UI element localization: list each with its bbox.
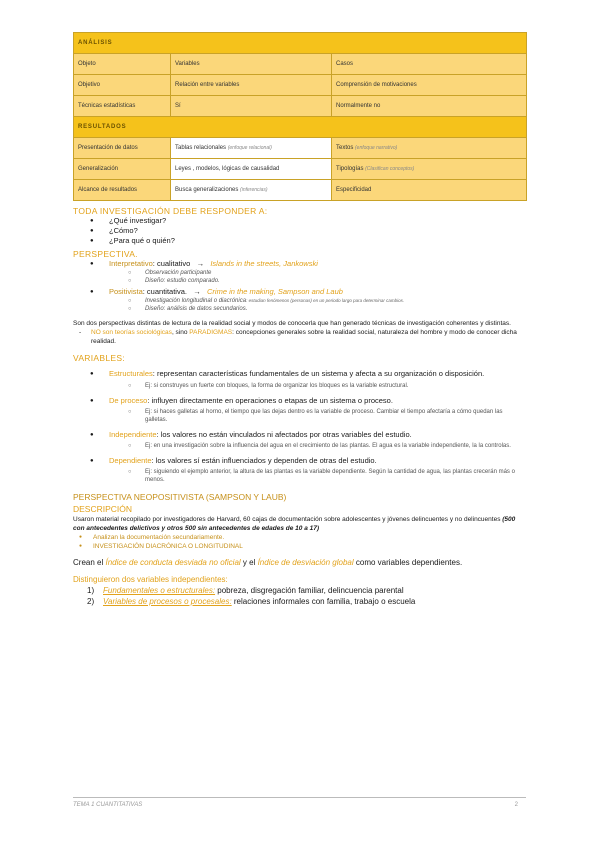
cell: Variables	[171, 54, 332, 75]
perspectiva-list	[73, 259, 526, 313]
list-item: 1) Fundamentales o estructurales: pobreza, disgregación familiar, delincuencia parental	[87, 586, 404, 595]
distinguieron-heading: Distinguieron dos variables independientes:	[73, 575, 228, 584]
list-item: ● Estructurales: representan características fundamentales de un sistema y afecta a su organización o disposición.	[73, 369, 526, 379]
page-footer	[73, 797, 526, 808]
neo-bullets	[73, 533, 526, 551]
todo-list	[73, 216, 526, 246]
list-item: ○ Observación participante	[73, 269, 526, 277]
list-item: ● De proceso: influyen directamente en operaciones o etapas de un sistema o proceso.	[73, 396, 526, 406]
arrow-icon: →	[196, 259, 205, 268]
variables-heading: VARIABLES:	[73, 353, 125, 363]
todo-heading: TODA INVESTIGACIÓN DEBE RESPONDER A:	[73, 206, 268, 216]
cell: Especificidad	[332, 180, 527, 201]
list-item: ● Positivista: cuantitativa. → Crime in the making, Sampson and Laub	[73, 287, 526, 297]
cell: Normalmente no	[332, 96, 527, 117]
list-item: ○ Ej: siguiendo el ejemplo anterior, la altura de las plantas es la variable dependiente. Según la cantidad de agua, las plantas crecerán más o menos.	[73, 468, 526, 484]
cell: Casos	[332, 54, 527, 75]
cell: Tipologías (Clasifican conceptos)	[332, 159, 527, 180]
cell: Leyes , modelos, lógicas de causalidad	[171, 159, 332, 180]
descripcion-heading: DESCRIPCIÓN	[73, 504, 133, 514]
page-content	[73, 32, 526, 607]
list-item: ○ Diseño: estudio comparado.	[73, 277, 526, 285]
row-label: Técnicas estadísticas	[74, 96, 171, 117]
analisis-header: ANÁLISIS	[74, 33, 527, 54]
list-item: 2) Variables de procesos o procesales: relaciones informales con familia, trabajo o escuela	[87, 597, 416, 606]
row-label: Presentación de datos	[74, 138, 171, 159]
list-item: ● Interpretativo: cualitativo → Islands in the streets, Jankowski	[73, 259, 526, 269]
list-item: ● Independiente: los valores no están vinculados ni afectados por otras variables del estudio.	[73, 430, 526, 440]
list-item: ○ Ej: en una investigación sobre la influencia del agua en el crecimiento de las plantas. El agua es la variable independiente, la la controlas.	[73, 442, 526, 450]
independent-variables-list	[73, 585, 526, 607]
row-label: Objeto	[74, 54, 171, 75]
comparison-table	[73, 32, 527, 201]
paradigm-note: - NO son teorías sociológicas, sino PARADIGMAS: concepciones generales sobre la realidad social, naturaleza del hombre y modo de conocer dicha realidad.	[73, 328, 526, 346]
cell: Busca generalizaciones (inferencias)	[171, 180, 332, 201]
list-item: ○ Ej: si haces galletas al horno, el tiempo que las dejas dentro es la variable de proceso. Cambiar el tiempo afectaría a cómo quedan las galletas.	[73, 408, 526, 424]
list-item: ○ Diseño: análisis de datos secundarios.	[73, 305, 526, 313]
list-item: ○ Investigación longitudinal o diacrónica: estudian fenómenos (personas) en un periodo largo para determinar cambios.	[73, 297, 526, 305]
cell: Comprensión de motivaciones	[332, 75, 527, 96]
cell: Relación entre variables	[171, 75, 332, 96]
list-item: ● ¿Qué investigar?	[73, 216, 526, 226]
arrow-icon: →	[193, 287, 201, 296]
list-item: ● ¿Para qué o quién?	[73, 236, 526, 246]
page-number: 2	[514, 802, 518, 808]
list-item: ● Dependiente: los valores sí están influenciados y dependen de otras del estudio.	[73, 456, 526, 466]
row-label: Generalización	[74, 159, 171, 180]
neo-heading: PERSPECTIVA NEOPOSITIVISTA (SAMPSON Y LAUB)	[73, 492, 287, 502]
cell: Tablas relacionales (enfoque relacional)	[171, 138, 332, 159]
row-label: Alcance de resultados	[74, 180, 171, 201]
list-item: ● INVESTIGACIÓN DIACRÓNICA O LONGITUDINAL	[73, 542, 526, 551]
crean-paragraph: Crean el Índice de conducta desviada no oficial y el Índice de desviación global como variables dependientes.	[73, 558, 463, 567]
footer-title: TEMA 1 CUANTITATIVAS	[73, 802, 143, 808]
perspectiva-paragraph: Son dos perspectivas distintas de lectura de la realidad social y modos de conocerla que han generado técnicas de investigación coherentes y distintas.	[73, 320, 511, 327]
row-label: Objetivo	[74, 75, 171, 96]
cell: Sí	[171, 96, 332, 117]
variables-list	[73, 369, 526, 484]
list-item: ○ Ej: si construyes un fuerte con bloques, la forma de organizar los bloques es la variable estructural.	[73, 382, 526, 390]
list-item: ● ¿Cómo?	[73, 226, 526, 236]
cell: Textos (enfoque narrativo)	[332, 138, 527, 159]
resultados-header: RESULTADOS	[74, 117, 527, 138]
list-item: ● Analizan la documentación secundariamente.	[73, 533, 526, 542]
perspectiva-heading: PERSPECTIVA.	[73, 249, 138, 259]
descripcion-paragraph: Usaron material recopilado por investigadores de Harvard, 60 cajas de documentación sobre adolescentes y jóvenes delincuentes y no delincuentes (500 con antecedentes delictivos y otros 500 sin antecedentes de edades de 10 a 17)	[73, 516, 516, 532]
